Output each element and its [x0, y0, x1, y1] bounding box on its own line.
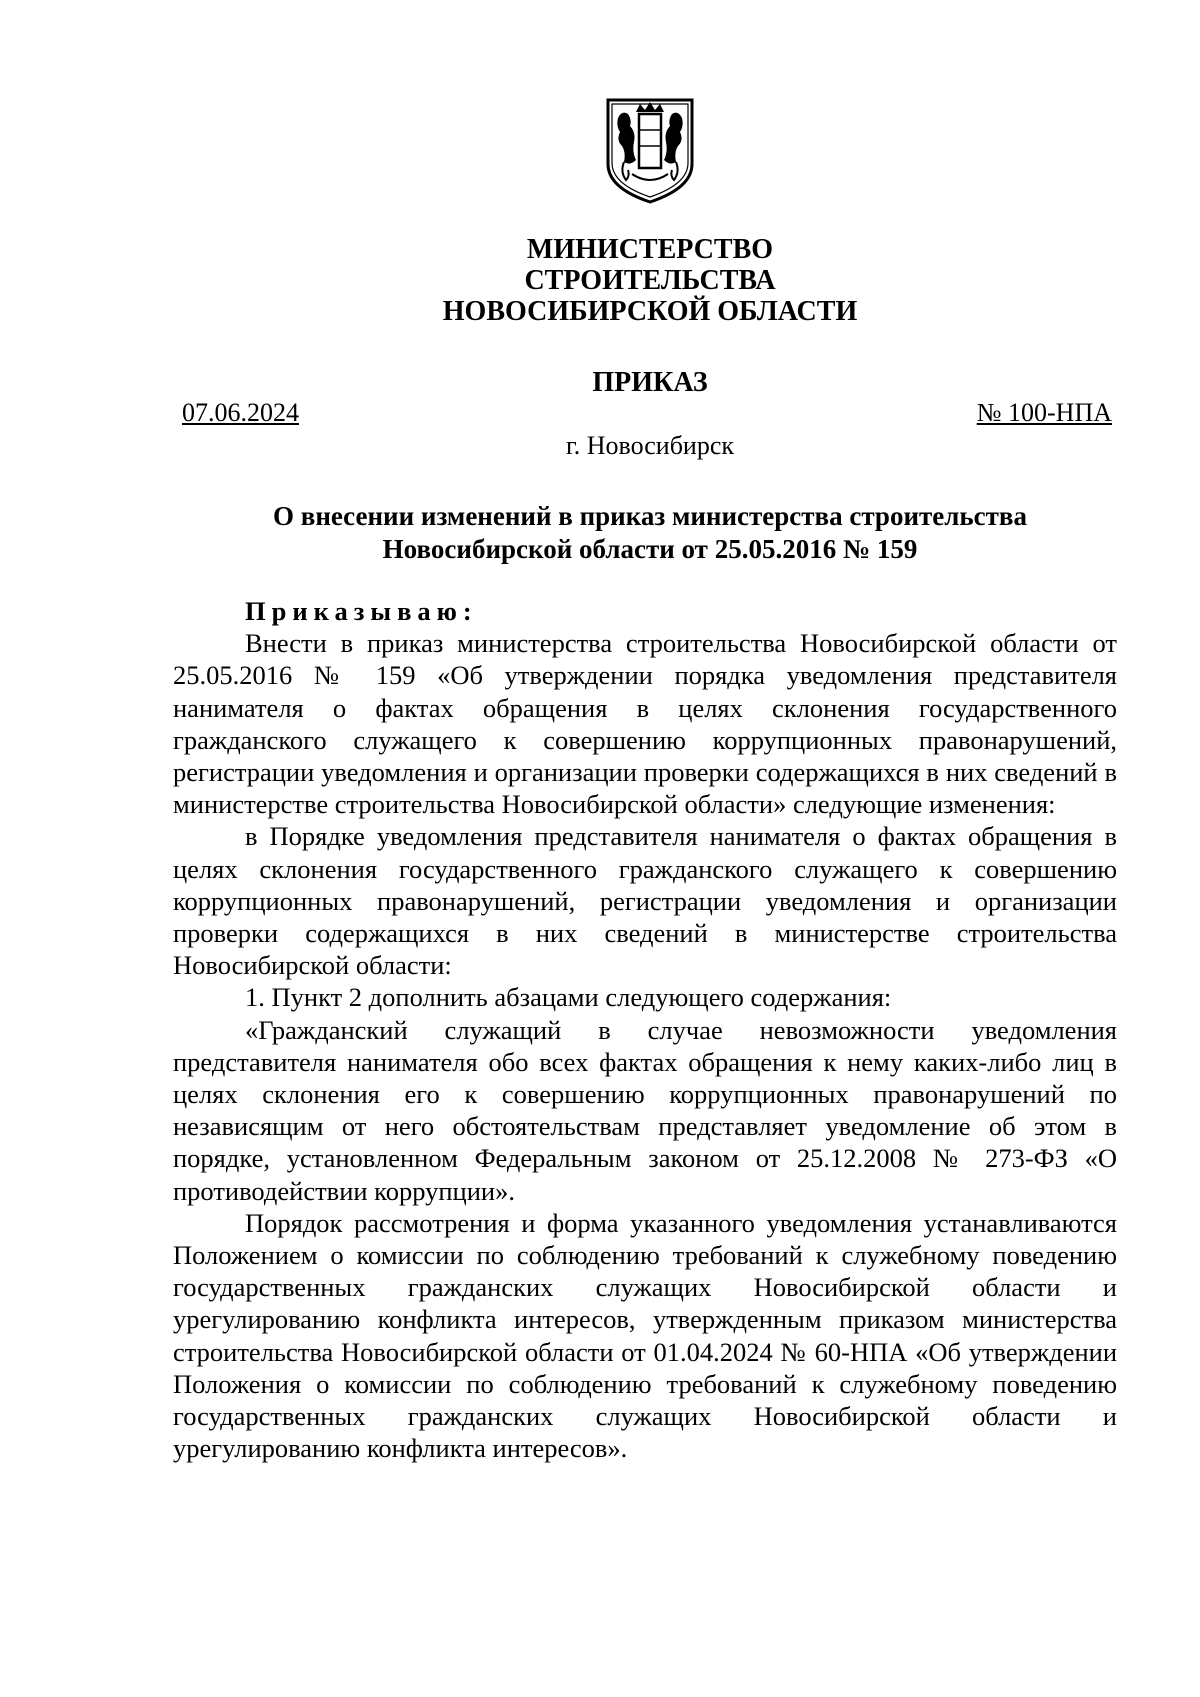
order-word: Приказываю:: [245, 596, 478, 626]
document-type: ПРИКАЗ: [592, 367, 708, 398]
ministry-line-2: СТРОИТЕЛЬСТВА: [524, 265, 776, 296]
body-paragraph-1: Внести в приказ министерства строительства Новосибирской области от 25.05.2016 № 159 «Об утверждении порядка уведомления представителя нанимателя о фактах обращения в целях склонения государственного гражданского служащего к совершению коррупционных правонарушений, регистрации уведомления и организации проверки содержащихся в них сведений в министерстве строительства Новосибирской области» следующие изменения:: [173, 628, 1117, 820]
document-body: [173, 595, 1117, 1464]
document-city: г. Новосибирск: [565, 431, 735, 460]
subject-line-1: О внесении изменений в приказ министерства строительства: [272, 501, 1028, 531]
ministry-line-3: НОВОСИБИРСКОЙ ОБЛАСТИ: [442, 296, 858, 327]
body-paragraph-2: в Порядке уведомления представителя нанимателя о фактах обращения в целях склонения государственного гражданского служащего к совершению коррупционных правонарушений, регистрации уведомления и организации проверки содержащихся в них сведений в министерстве строительства Новосибирской области:: [173, 821, 1117, 981]
body-paragraph-4: «Гражданский служащий в случае невозможности уведомления представителя нанимателя обо всех фактах обращения к нему каких-либо лиц в целях склонения его к совершению коррупционных правонарушений по независящим от него обстоятельствам представляет уведомление об этом в порядке, установленном Федеральным законом от 25.12.2008 № 273-ФЗ «О противодействии коррупции».: [173, 1014, 1117, 1206]
ministry-name: [0, 234, 1200, 327]
document-date: 07.06.2024: [182, 398, 299, 427]
subject-line-2: Новосибирской области от 25.05.2016 № 159: [382, 534, 918, 564]
body-paragraph-5: Порядок рассмотрения и форма указанного уведомления устанавливаются Положением о комиссии по соблюдению требований к служебному поведению государственных гражданских служащих Новосибирской области и урегулированию конфликта интересов, утвержденным приказом министерства строительства Новосибирской области от 01.04.2024 № 60-НПА «Об утверждении Положения о комиссии по соблюдению требований к служебному поведению государственных гражданских служащих Новосибирской области и урегулированию конфликта интересов».: [173, 1207, 1117, 1464]
coat-of-arms-icon: [602, 96, 698, 206]
body-paragraph-3: 1. Пункт 2 дополнить абзацами следующего содержания:: [245, 982, 892, 1013]
ministry-line-1: МИНИСТЕРСТВО: [526, 234, 774, 265]
document-number: № 100-НПА: [976, 398, 1112, 427]
document-subject: [0, 500, 1200, 566]
